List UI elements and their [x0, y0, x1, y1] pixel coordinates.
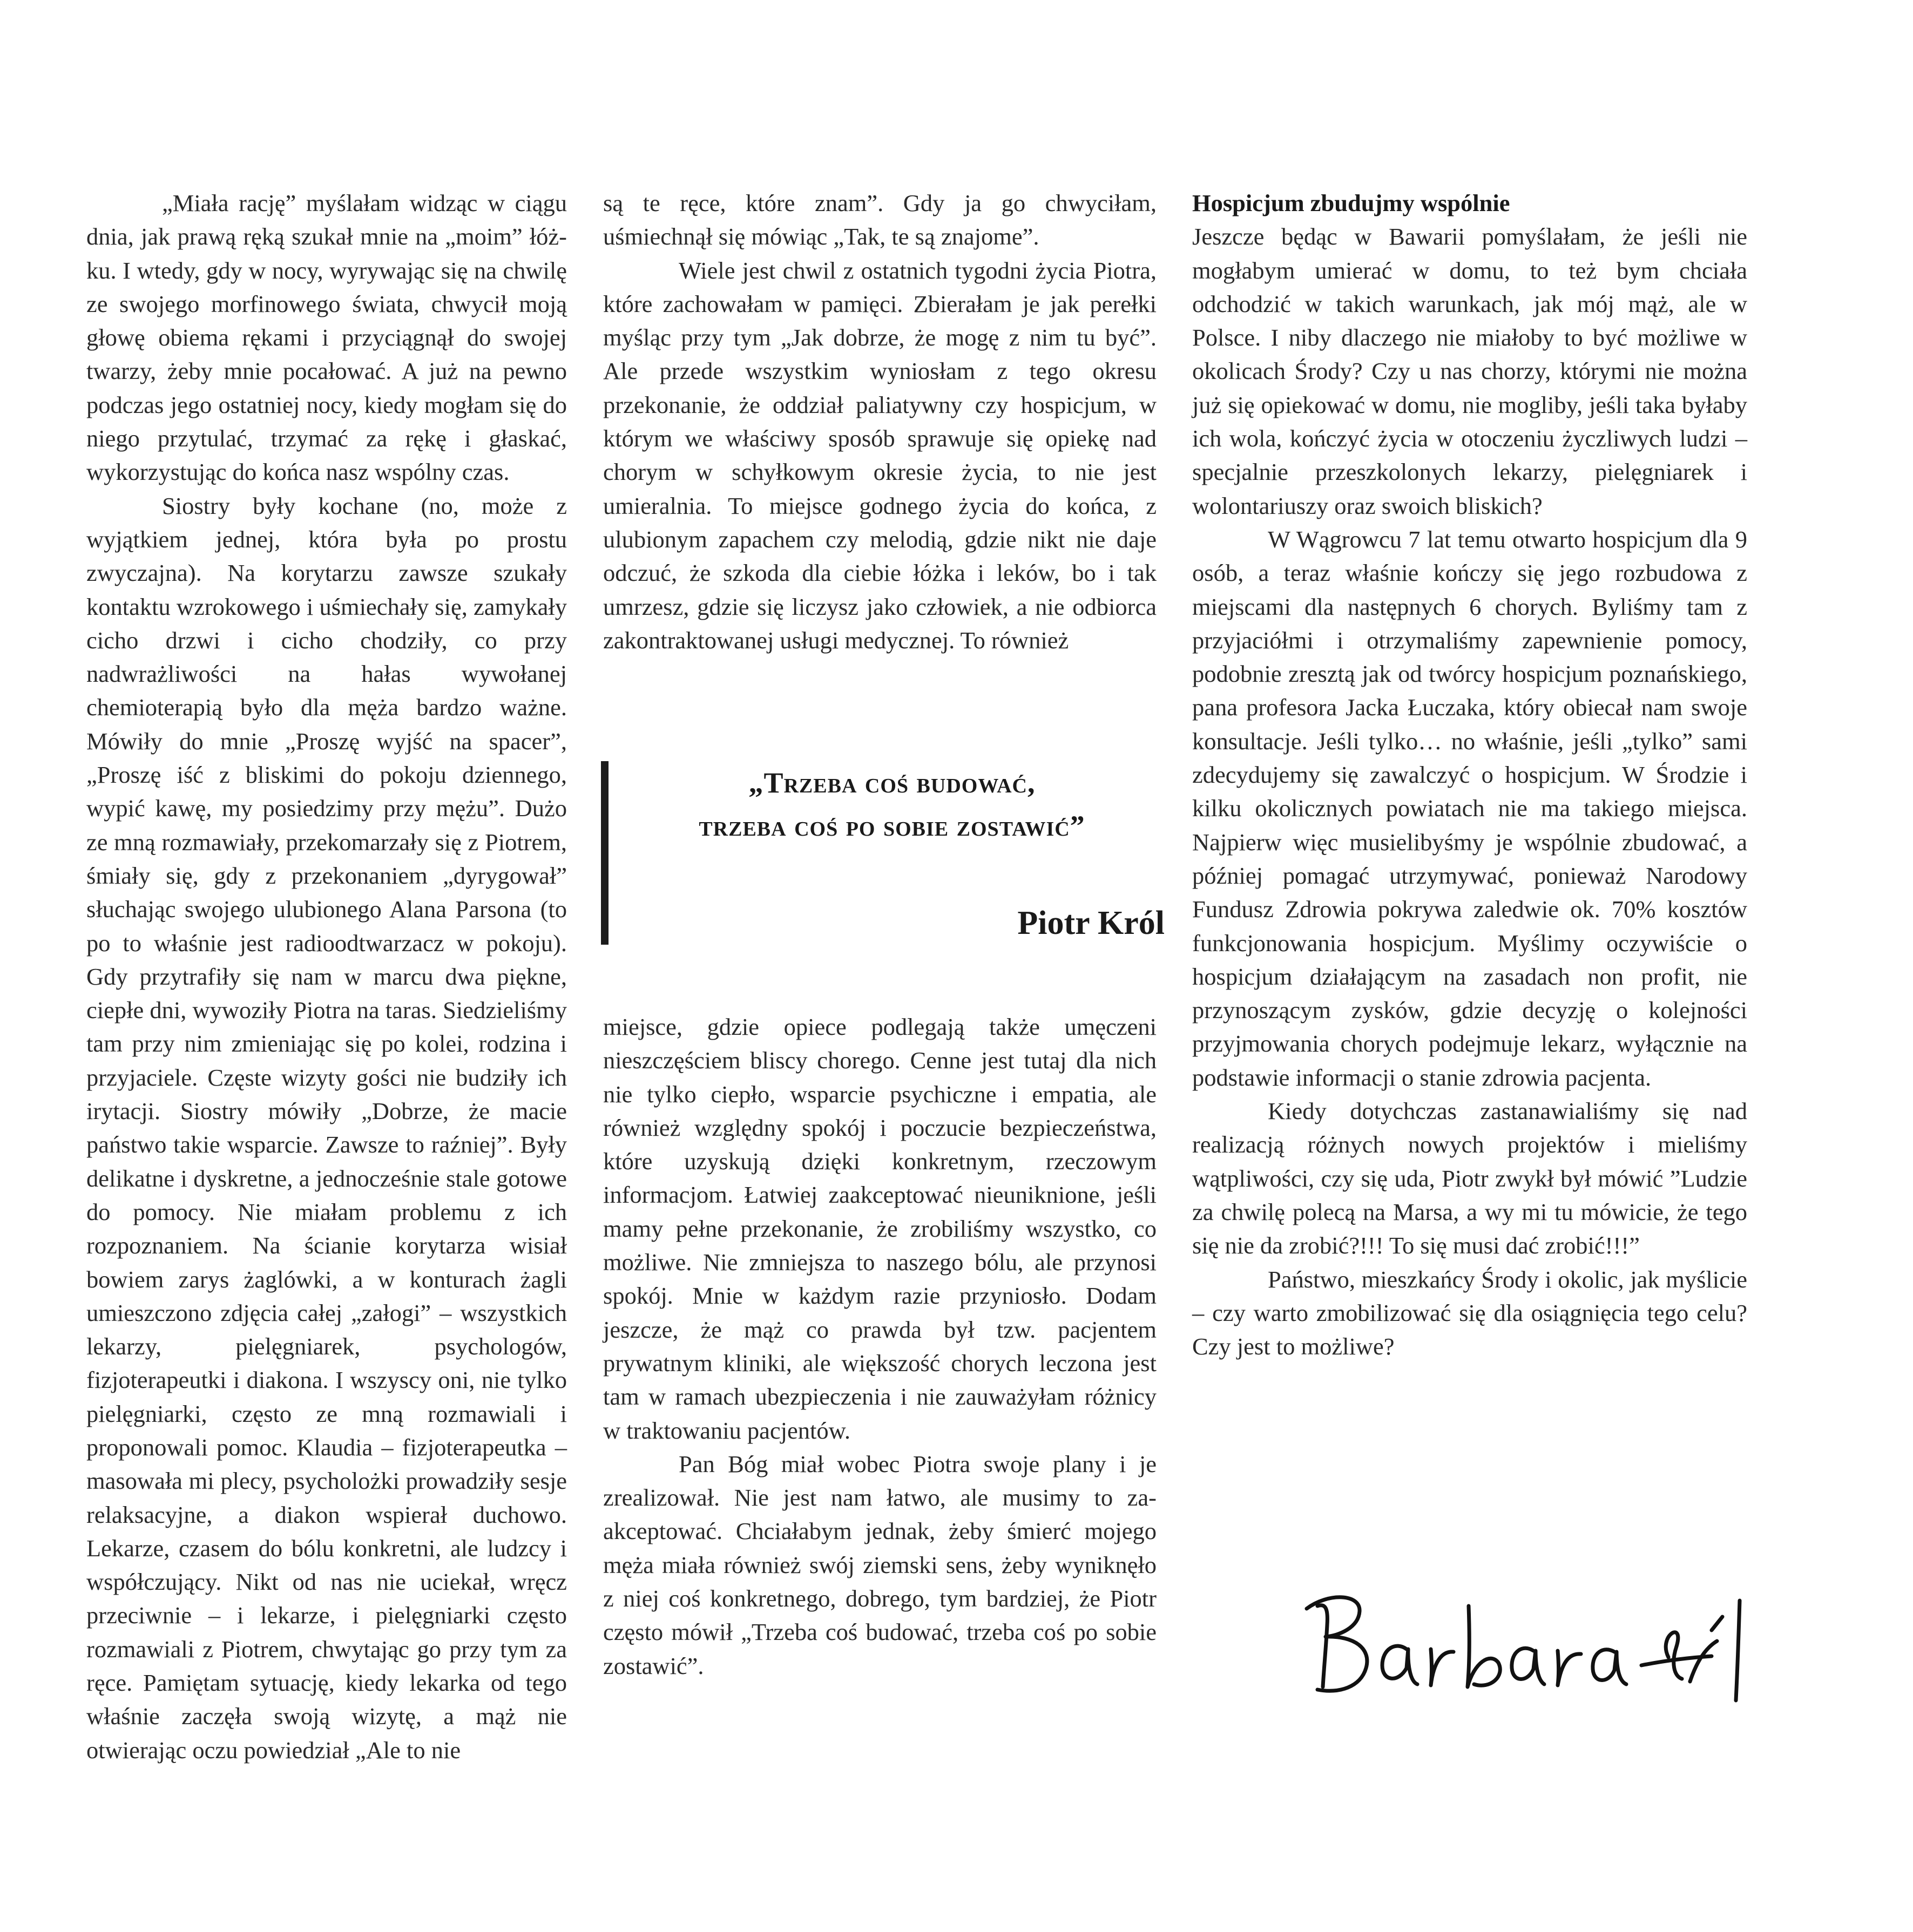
col1-paragraph-1: „Miała rację” myślałam widząc w ciągu dnia, jak prawą ręką szukał mnie na „moim” łóżku. I wtedy, gdy w nocy, wyrywając się na chwilę ze swojego morfinowego świata, chwycił moją głowę obiema rękami i przyciągnął do swojej twarzy, żeby mnie pocałować. A już na pewno podczas jego ostatniej nocy, kiedy mogłam się do niego przytulać, trzymać za rękę i głaskać, wykorzystując do końca nasz wspólny czas.	[86, 189, 567, 486]
col2-paragraph-3: miejsce, gdzie opiece podlegają także umęczeni nieszczęściem bliscy chorego. Cenne jest tutaj dla nich nie tylko ciepło, wsparcie psychiczne i empatia, ale również względny spokój i poczucie bezpieczeństwa, które uzyskują dzięki konkretnym, rzeczowym informacjom. Łatwiej zaakceptować nieuniknione, jeśli mamy pełne przekonanie, że zrobiliśmy wszystko, co możliwe. Nie zmniejsza to naszego bólu, ale przynosi spokój. Mnie w każdym razie przyniosło. Dodam jeszcze, że mąż co prawda był tzw. pacjentem prywatnym kliniki, ale większość chorych leczona jest tam w ramach ubezpieczenia i nie zauważyłam różnicy w traktowaniu pacjentów.	[603, 1013, 1157, 1444]
quote-author: Piotr Król	[1017, 905, 1165, 941]
handwritten-signature	[1296, 1555, 1755, 1711]
col1-paragraph-2: Siostry były kochane (no, może z wyjątkiem jednej, która była po prostu zwyczajna). Na korytarzu zawsze szukały kontaktu wzrokowego i uśmiechały się, zamykały cicho drzwi i cicho chodziły, co przy nadwrażliwości na hałas wywołanej chemioterapią było dla męża bardzo ważne. Mówiły do mnie „Proszę wyjść na spacer”, „Proszę iść z bliskimi do pokoju dziennego, wypić kawę, my posiedzimy przy mężu”. Dużo ze mną rozmawiały, przekomarzały się z Piotrem, śmiały się, gdy z przekonaniem „dyrygował” słuchając swojego ulubionego Alana Parsona (to po to właśnie jest radioodtwarzacz w pokoju). Gdy przytrafiły się nam w marcu dwa piękne, ciepłe dni, wywoziły Piotra na taras. Siedzieliśmy tam przy nim zmieniając się po kolei, rodzina i przyjaciele. Częste wizyty gości nie budziły ich irytacji. Siostry mówiły „Dobrze, że macie państwo takie wsparcie. Zawsze to raźniej”. Były delikatne i dyskretne, a jednocześnie stale gotowe do pomocy. Nie miałam problemu z ich rozpoznaniem. Na ścianie korytarza wisiał bowiem zarys żaglówki, a w konturach żagli umieszczono zdjęcia całej „załogi” – wszystkich lekarzy, pielęgniarek, psychologów, fizjoterapeutki i diakona. I wszyscy oni, nie tylko pielęgniarki, często ze mną rozmawiali i proponowali pomoc. Klaudia – fizjoterapeutka – masowała mi plecy, psycholożki prowadziły sesje relaksacyjne, a diakon wspierał duchowo. Lekarze, czasem do bólu konkretni, ale ludzcy i współczujący. Nikt od nas nie uciekał, wręcz przeciwnie – i lekarze, i pielęgniarki często rozmawiali z Piotrem, chwytając go przy tym za ręce. Pamiętam sytuację, kiedy lekarka od tego właśnie zaczęła swoją wizytę, a mąż nie otwierając oczu powiedział „Ale to nie	[86, 492, 567, 1764]
col2-paragraph-2: Wiele jest chwil z ostatnich tygodni życia Piotra, które zachowałam w pamięci. Zbierałam je jak perełki myśląc przy tym „Jak dobrze, że mogę z nim tu być”. Ale przede wszystkim wyniosłam z tego okresu przekonanie, że oddział paliatywny czy hospicjum, w którym we właściwy sposób sprawuje się opiekę nad chorym w schyłkowym okresie życia, to nie jest umieralnia. To miejsce godnego życia do końca, z ulubionym zapachem czy melodią, gdzie nikt nie daje odczuć, że szkoda dla ciebie łóżka i leków, bo i tak umrzesz, gdzie się liczysz jako człowiek, a nie odbiorca zakontraktowanej usługi medycznej. To również	[603, 256, 1157, 654]
col2-paragraph-4: Pan Bóg miał wobec Piotra swoje plany i je zrealizował. Nie jest nam łatwo, ale musimy to zaakceptować. Chciałabym jednak, żeby śmierć mojego męża miała również swój ziemski sens, żeby wyniknęło z niej coś konkretnego, dobrego, tym bardziej, że Piotr często mówił „Trzeba coś budować, trzeba coś po sobie zostawić”.	[603, 1450, 1157, 1679]
col3-paragraph-4: Państwo, mieszkańcy Środy i okolic, jak myślicie – czy warto zmobilizować się dla osiągnięcia tego celu? Czy jest to możliwe?	[1192, 1265, 1747, 1360]
column-3	[1192, 186, 1747, 1363]
section-heading: Hospicjum zbudujmy wspólnie	[1192, 189, 1510, 216]
quote-line-1: „Trzeba coś budować,	[748, 767, 1036, 799]
column-1	[86, 186, 567, 1767]
pull-quote	[601, 761, 1165, 945]
col2-paragraph-1: są te ręce, które znam”. Gdy ja go chwyciłam, uśmiechnął się mówiąc „Tak, te są znajome”.	[603, 189, 1157, 250]
col3-paragraph-1: Jeszcze będąc w Bawarii pomyślałam, że jeśli nie mogłabym umierać w domu, to też bym chciała odchodzić w takich warunkach, jak mój mąż, ale w Polsce. I niby dlaczego nie miałoby to być możliwe w okolicach Środy? Czy u nas chorzy, którymi nie można już się opiekować w domu, nie mogliby, jeśli taka byłaby ich wola, kończyć życia w otoczeniu życzliwych ludzi – specjalnie przeszkolonych lekarzy, pielęgniarek i wolontariuszy oraz swoich bliskich?	[1192, 223, 1747, 519]
column-2-top	[603, 186, 1157, 657]
quote-line-2: trzeba coś po sobie zostawić”	[699, 810, 1085, 842]
column-2-bottom	[603, 1010, 1157, 1683]
col3-paragraph-2: W Wągrowcu 7 lat temu otwarto hospicjum dla 9 osób, a teraz właśnie kończy się jego rozbudowa z miejscami dla następnych 6 chorych. Byliśmy tam z przyjaciółmi i otrzymaliśmy zapewnienie pomocy, podobnie zresztą jak od twórcy hospicjum poznańskiego, pana profesora Jacka Łuczaka, który obiecał nam swoje konsultacje. Jeśli tylko… no właśnie, jeśli „tylko” sami zdecydujemy się zawalczyć o hospicjum. W Środzie i kilku okolicznych powiatach nie ma takiego miejsca. Najpierw więc musielibyśmy je wspólnie zbudować, a później pomagać utrzymywać, ponieważ Narodowy Fundusz Zdrowia pokrywa zaledwie ok. 70% kosztów funkcjonowania hospicjum. Myślimy oczywiście o hospicjum działającym na zasadach non profit, nie przynoszącym zysków, gdzie decyzję o kolejności przyjmowania chorych podejmuje lekarz, wyłącznie na podstawie informacji o stanie zdrowia pacjenta.	[1192, 525, 1747, 1091]
col3-paragraph-3: Kiedy dotychczas zastanawialiśmy się nad realizacją różnych nowych projektów i mieliśmy wątpliwości, czy się uda, Piotr zwykł był mówić ”Ludzie za chwilę polecą na Marsa, a wy mi tu mówicie, że tego się nie da zrobić?!!! To się musi dać zrobić!!!”	[1192, 1097, 1747, 1259]
